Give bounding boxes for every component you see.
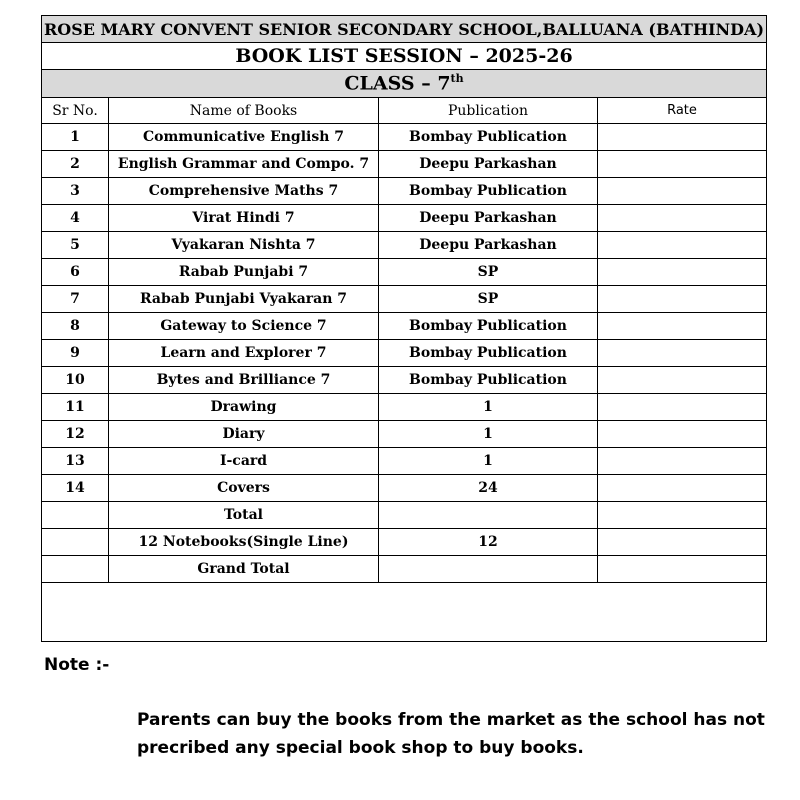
publication-cell: SP bbox=[379, 286, 598, 313]
rate-cell bbox=[598, 151, 767, 178]
rate-cell bbox=[598, 421, 767, 448]
publication-cell: Deepu Parkashan bbox=[379, 205, 598, 232]
sr-cell: 1 bbox=[42, 124, 109, 151]
class-title bbox=[42, 70, 767, 98]
publication-cell: 24 bbox=[379, 475, 598, 502]
sr-cell: 5 bbox=[42, 232, 109, 259]
column-header-name: Name of Books bbox=[109, 98, 379, 124]
column-header-sr: Sr No. bbox=[42, 98, 109, 124]
school-name-row bbox=[42, 16, 767, 43]
book-name-cell: Total bbox=[109, 502, 379, 529]
rate-cell bbox=[598, 556, 767, 583]
note-label: Note :- bbox=[44, 655, 110, 675]
sr-cell: 2 bbox=[42, 151, 109, 178]
publication-cell: Bombay Publication bbox=[379, 313, 598, 340]
book-name-cell: Gateway to Science 7 bbox=[109, 313, 379, 340]
rate-cell bbox=[598, 232, 767, 259]
publication-cell: 1 bbox=[379, 394, 598, 421]
publication-cell: Bombay Publication bbox=[379, 367, 598, 394]
book-name-cell: Comprehensive Maths 7 bbox=[109, 178, 379, 205]
sr-cell: 10 bbox=[42, 367, 109, 394]
publication-cell: 1 bbox=[379, 448, 598, 475]
book-name-cell: Drawing bbox=[109, 394, 379, 421]
book-name-cell: 12 Notebooks(Single Line) bbox=[109, 529, 379, 556]
rate-cell bbox=[598, 313, 767, 340]
rate-cell bbox=[598, 124, 767, 151]
sr-cell: 7 bbox=[42, 286, 109, 313]
book-name-cell: Covers bbox=[109, 475, 379, 502]
school-name: ROSE MARY CONVENT SENIOR SECONDARY SCHOOL,BALLUANA (BATHINDA) bbox=[42, 16, 767, 43]
sr-cell: 9 bbox=[42, 340, 109, 367]
table-row bbox=[42, 151, 767, 178]
publication-cell: Bombay Publication bbox=[379, 178, 598, 205]
rate-cell bbox=[598, 529, 767, 556]
publication-cell: 12 bbox=[379, 529, 598, 556]
book-name-cell: Grand Total bbox=[109, 556, 379, 583]
book-name-cell: Bytes and Brilliance 7 bbox=[109, 367, 379, 394]
column-header-rate: Rate bbox=[598, 98, 767, 124]
rate-cell bbox=[598, 286, 767, 313]
sr-cell: 11 bbox=[42, 394, 109, 421]
publication-cell: 1 bbox=[379, 421, 598, 448]
publication-cell bbox=[379, 556, 598, 583]
class-superscript: th bbox=[450, 72, 464, 86]
rate-cell bbox=[598, 502, 767, 529]
book-name-cell: English Grammar and Compo. 7 bbox=[109, 151, 379, 178]
rate-cell bbox=[598, 178, 767, 205]
table-row bbox=[42, 448, 767, 475]
table-row bbox=[42, 421, 767, 448]
book-name-cell: Rabab Punjabi Vyakaran 7 bbox=[109, 286, 379, 313]
book-name-cell: Communicative English 7 bbox=[109, 124, 379, 151]
publication-cell: Deepu Parkashan bbox=[379, 232, 598, 259]
book-rows bbox=[42, 124, 767, 642]
sr-cell bbox=[42, 529, 109, 556]
rate-cell bbox=[598, 259, 767, 286]
table-row bbox=[42, 232, 767, 259]
publication-cell: Deepu Parkashan bbox=[379, 151, 598, 178]
rate-cell bbox=[598, 340, 767, 367]
rate-cell bbox=[598, 475, 767, 502]
rate-cell bbox=[598, 367, 767, 394]
book-name-cell: Learn and Explorer 7 bbox=[109, 340, 379, 367]
table-row bbox=[42, 475, 767, 502]
session-title: BOOK LIST SESSION – 2025-26 bbox=[42, 43, 767, 70]
sr-cell: 6 bbox=[42, 259, 109, 286]
rate-cell bbox=[598, 448, 767, 475]
table-row bbox=[42, 286, 767, 313]
sr-cell: 13 bbox=[42, 448, 109, 475]
class-row bbox=[42, 70, 767, 98]
session-row bbox=[42, 43, 767, 70]
publication-cell: SP bbox=[379, 259, 598, 286]
class-label: CLASS – 7 bbox=[344, 72, 451, 95]
table-row bbox=[42, 124, 767, 151]
book-name-cell: Virat Hindi 7 bbox=[109, 205, 379, 232]
book-name-cell: I-card bbox=[109, 448, 379, 475]
table-row bbox=[42, 367, 767, 394]
book-list-table bbox=[41, 15, 767, 642]
book-name-cell: Vyakaran Nishta 7 bbox=[109, 232, 379, 259]
sr-cell: 8 bbox=[42, 313, 109, 340]
book-name-cell: Rabab Punjabi 7 bbox=[109, 259, 379, 286]
sr-cell: 14 bbox=[42, 475, 109, 502]
publication-cell: Bombay Publication bbox=[379, 124, 598, 151]
book-name-cell: Diary bbox=[109, 421, 379, 448]
sr-cell: 3 bbox=[42, 178, 109, 205]
publication-cell: Bombay Publication bbox=[379, 340, 598, 367]
sr-cell: 4 bbox=[42, 205, 109, 232]
sr-cell bbox=[42, 502, 109, 529]
table-row bbox=[42, 394, 767, 421]
table-row bbox=[42, 313, 767, 340]
publication-cell bbox=[379, 502, 598, 529]
table-row bbox=[42, 340, 767, 367]
sr-cell: 12 bbox=[42, 421, 109, 448]
sr-cell bbox=[42, 556, 109, 583]
rate-cell bbox=[598, 394, 767, 421]
table-row bbox=[42, 259, 767, 286]
total-row bbox=[42, 502, 767, 529]
blank-cell bbox=[42, 583, 767, 642]
table-row bbox=[42, 205, 767, 232]
grand-total-row bbox=[42, 556, 767, 583]
blank-footer-row bbox=[42, 583, 767, 642]
rate-cell bbox=[598, 205, 767, 232]
column-header-row bbox=[42, 98, 767, 124]
notebooks-row bbox=[42, 529, 767, 556]
column-header-publication: Publication bbox=[379, 98, 598, 124]
note-text: Parents can buy the books from the market as the school has not precribed any special book shop to buy books. bbox=[137, 710, 765, 758]
table-row bbox=[42, 178, 767, 205]
